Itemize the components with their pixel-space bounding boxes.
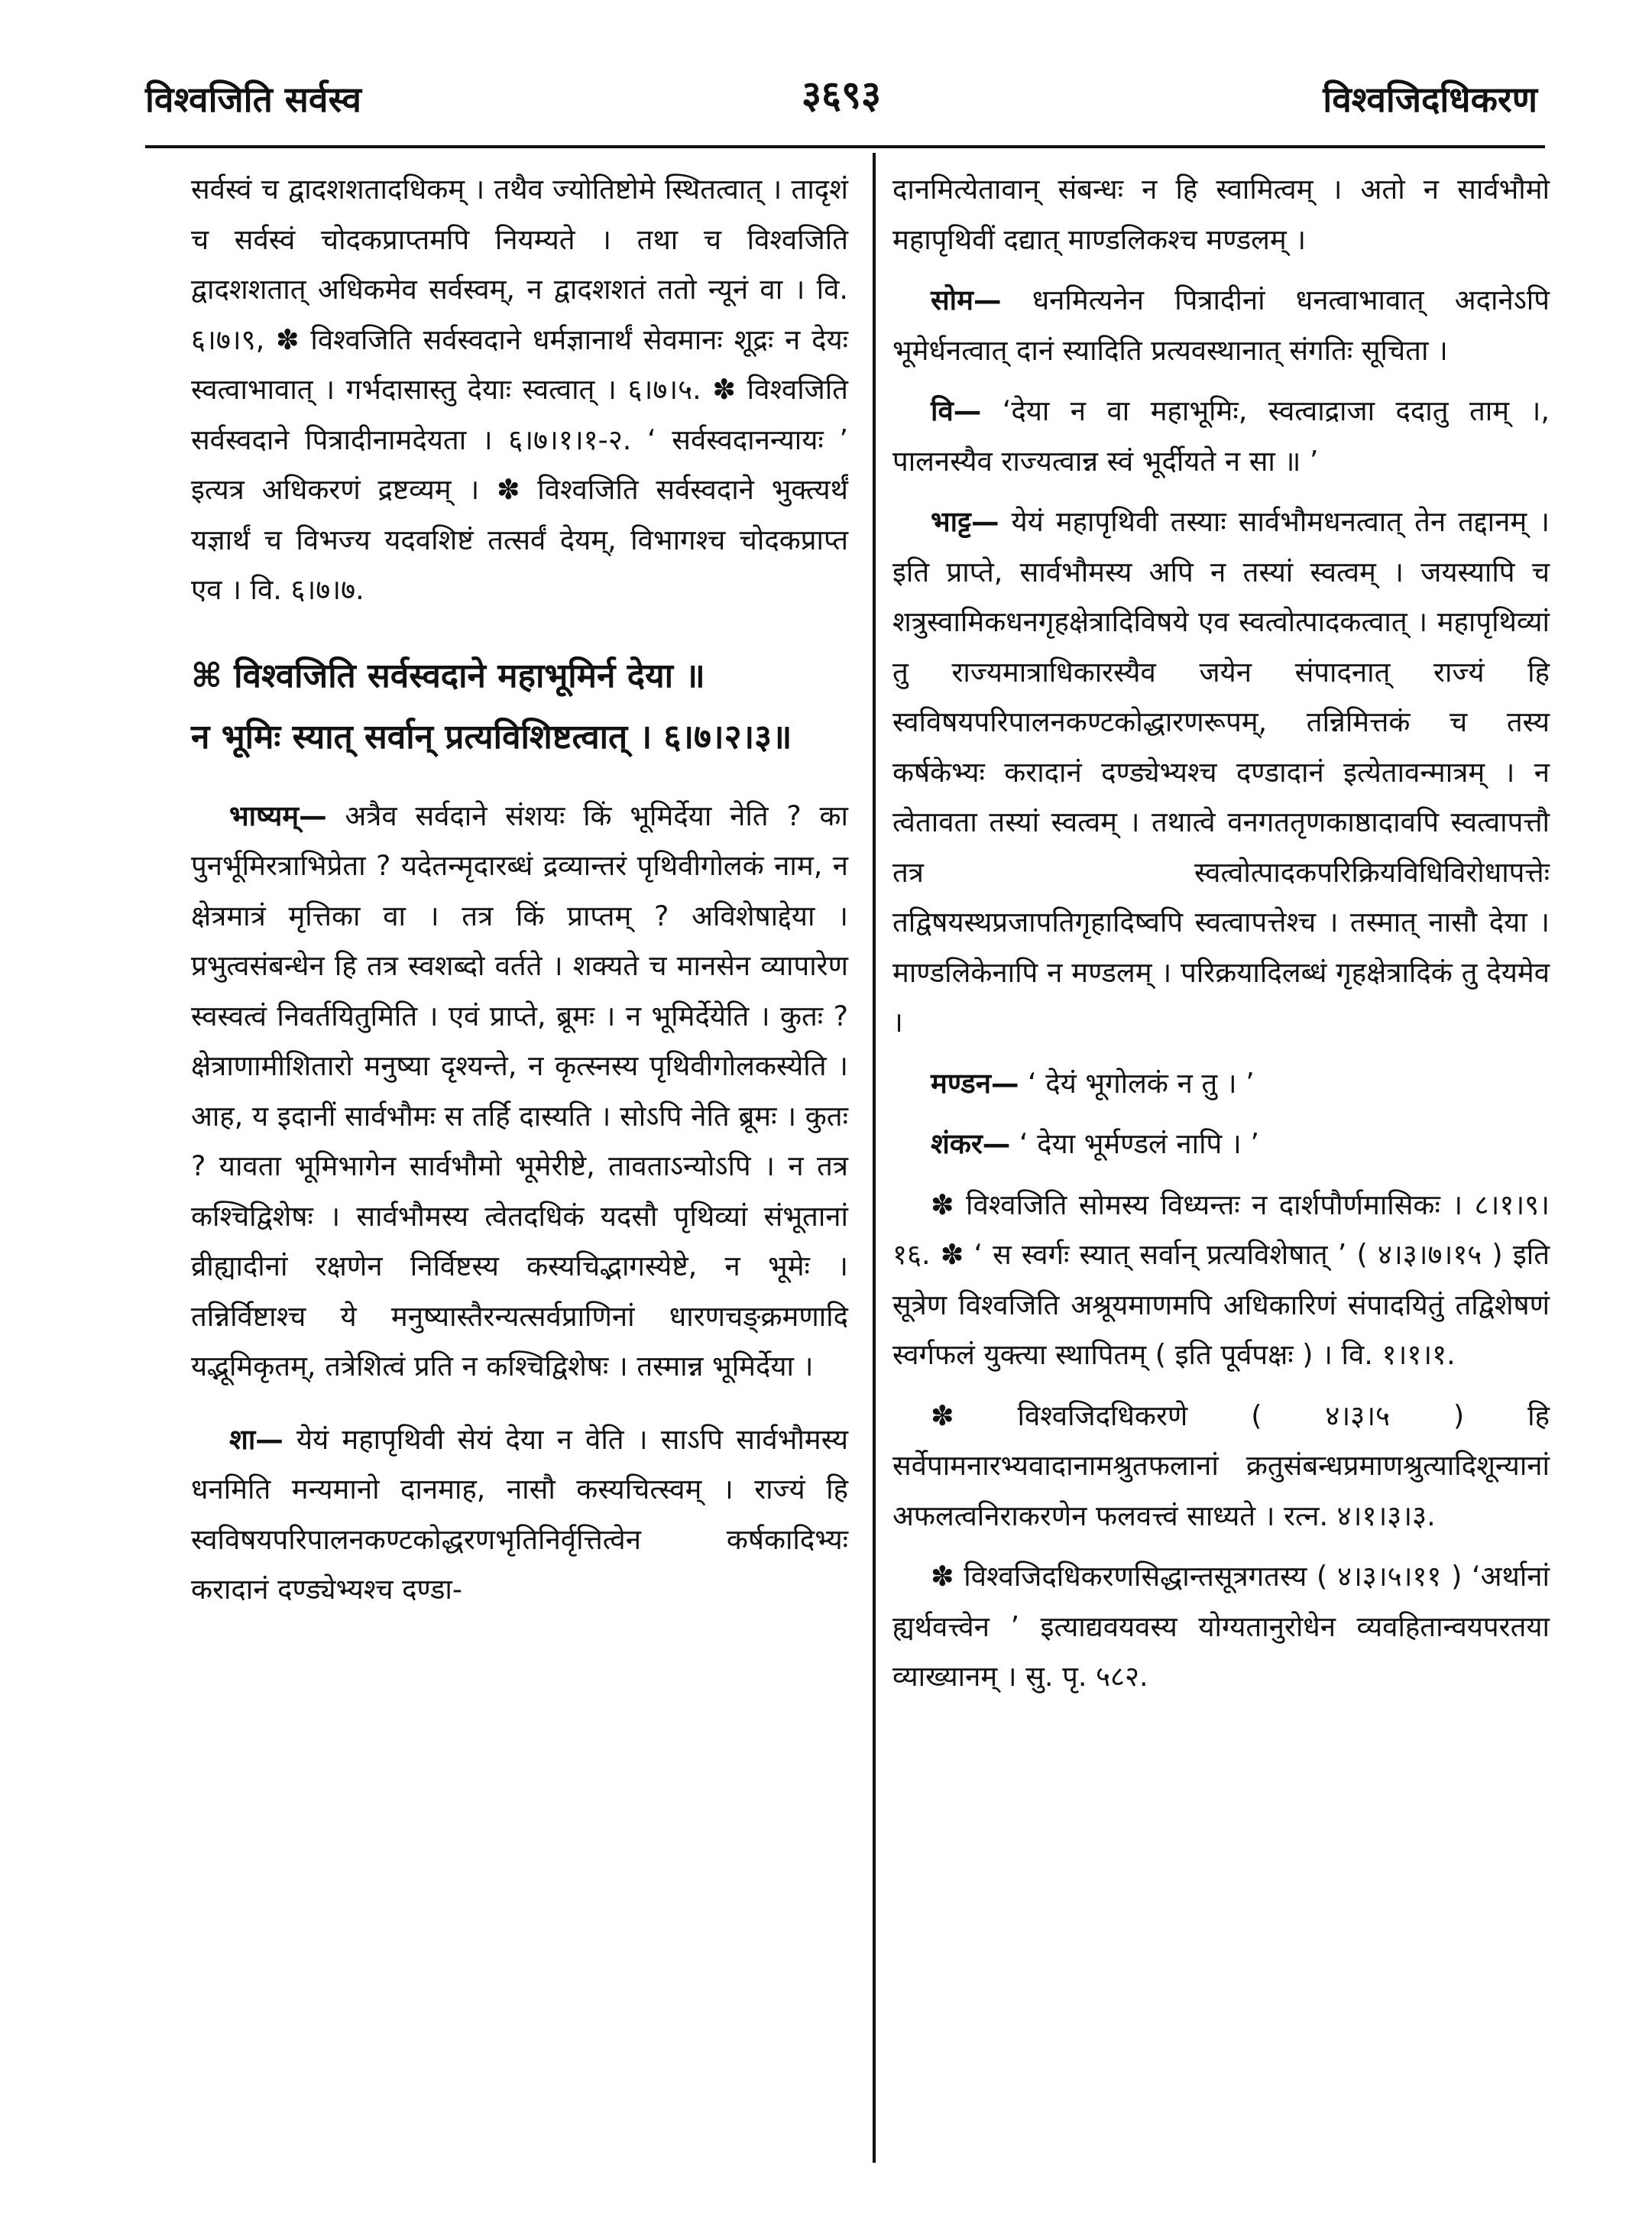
note-paragraph-2: ✽ विश्वजिदधिकरणे ( ४।३।५ ) हि सर्वेपामनारभ्यवादानामश्रुतफलानां क्रतुसंबन्धप्रमाणश्रुत्यादिशून्यानां अफलत्वनिराकरणेन फलवत्त्वं साध्यते । रत्न. ४।१।३।३. (892, 1399, 1550, 1532)
mandana-text: ‘ देयं भूगोलकं न तु । ’ (1019, 1066, 1255, 1100)
bhatta-paragraph (892, 497, 1550, 1048)
mandana-label: मण्डन— (931, 1066, 1019, 1100)
header-right-title: विश्वजिदधिकरण (1323, 79, 1537, 120)
note-paragraph-1: ✽ विश्वजिति सोमस्य विध्यन्तः न दार्शपौर्णमासिकः । ८।१।९।१६. ✽ ‘ स स्वर्गः स्यात् सर्वान् प्रत्यविशेषात् ’ ( ४।३।७।१५ ) इति सूत्रेण विश्वजिति अश्रूयमाणमपि अधिकारिणं संपादयितुं तद्विशेषणं स्वर्गफलं युक्त्या स्थापितम् ( इति पूर्वपक्षः ) । वि. १।१।१. (892, 1188, 1550, 1371)
mandana-paragraph (892, 1058, 1550, 1109)
bhashya-text: अत्रैव सर्वदाने संशयः किं भूमिर्देया नेति ? का पुनर्भूमिरत्राभिप्रेता ? यदेतन्मृदारब्धं द्रव्यान्तरं पृथिवीगोलकं नाम, न क्षेत्रमात्रं मृत्तिका वा । तत्र किं प्राप्तम् ? अविशेषाद्देया । प्रभुत्वसंबन्धेन हि तत्र स्वशब्दो वर्तते । शक्यते च मानसेन व्यापारेण स्वस्वत्वं निवर्तयितुमिति । एवं प्राप्ते, ब्रूमः । न भूमिर्देयेति । कुतः ? क्षेत्राणामीशितारो मनुष्या दृश्यन्ते, न कृत्स्नस्य पृथिवीगोलकस्येति । आह, य इदानीं सार्वभौमः स तर्हि दास्यति । सोऽपि नेति ब्रूमः । कुतः ? यावता भूमिभागेन सार्वभौमो भूमेरीष्टे, तावताऽन्योऽपि । न तत्र कश्चिद्विशेषः । सार्वभौमस्य त्वेतदधिकं यदसौ पृथिव्यां संभूतानां व्रीह्यादीनां रक्षणेन निर्विष्टस्य कस्यचिद्भागस्येष्टे, न भूमेः । तन्निर्विष्टाश्च ये मनुष्यास्तैरन्यत्सर्वप्राणिनां धारणचङ्क्रमणादि यद्भूमिकृतम्, तत्रेशित्वं प्रति न कश्चिद्विशेषः । तस्मान्न भूमिर्देया । (191, 799, 848, 1382)
soma-text: धनमित्यनेन पित्रादीनां धनत्वाभावात् अदानेऽपि भूमेर्धनत्वात् दानं स्यादिति प्रत्यवस्थानात् संगतिः सूचिता । (892, 284, 1550, 367)
sha-paragraph (191, 1415, 848, 1615)
sha-label: शा— (229, 1422, 283, 1456)
vi-paragraph (892, 386, 1550, 486)
header-rule (145, 145, 1545, 148)
right-column (892, 164, 1550, 1702)
bhatta-label: भाट्ट— (931, 505, 999, 538)
bhashya-label: भाष्यम्— (229, 799, 327, 832)
soma-label: सोम— (931, 284, 1002, 316)
header-left-title: विश्वजिति सर्वस्व (145, 79, 361, 120)
section-heading: ⌘ विश्वजिति सर्वस्वदाने महाभूमिर्न देया ॥ (191, 656, 705, 695)
shankara-label: शंकर— (931, 1127, 1011, 1160)
section-heading-block (191, 646, 848, 768)
shankara-paragraph (892, 1119, 1550, 1169)
vi-text: ‘देया न वा महाभूमिः, स्वत्वाद्राजा ददातु ताम् ।, पालनस्यैव राज्यत्वान्न स्वं भूर्दीयते न सा ॥ ’ (892, 394, 1550, 478)
note-paragraph-3: ✽ विश्वजिदधिकरणसिद्धान्तसूत्रगतस्य ( ४।३।५।११ ) ‘अर्थानां ह्यर्थवत्त्वेन ’ इत्याद्यवयवस्य योग्यतानुरोधेन व्यवहितान्वयपरतया व्याख्यानम् । सु. पृ. ५८२. (892, 1560, 1550, 1693)
bhashya-paragraph (191, 791, 848, 1392)
shankara-text: ‘ देया भूर्मण्डलं नापि । ’ (1010, 1127, 1259, 1160)
left-column (191, 164, 848, 1615)
page-number: ३६९३ (802, 73, 881, 117)
bhatta-text: येयं महापृथिवी तस्याः सार्वभौमधनत्वात् तेन तद्दानम् । इति प्राप्ते, सार्वभौमस्य अपि न तस्यां स्वत्वम् । जयस्यापि च शत्रुस्वामिकधनगृहक्षेत्रादिविषये एव स्वत्वोत्पादकत्वात् । महापृथिव्यां तु राज्यमात्राधिकारस्यैव जयेन संपादनात् राज्यं हि स्वविषयपरिपालनकण्टकोद्धारणरूपम्, तन्निमित्तकं च तस्य कर्षकेभ्यः करादानं दण्ड्येभ्यश्च दण्डादानं इत्येतावन्मात्रम् । न त्वेतावता तस्यां स्वत्वम् । तथात्वे वनगततृणकाष्ठादावपि स्वत्वापत्तौ तत्र स्वत्वोत्पादकपरिक्रियविधिविरोधापत्तेः तद्विषयस्थप्रजापतिगृहादिष्वपि स्वत्वापत्तेश्च । तस्मात् नासौ देया । माण्डलिकेनापि न मण्डलम् । परिक्रयादिलब्धं गृहक्षेत्रादिकं तु देयमेव । (892, 505, 1550, 1039)
sha-text: येयं महापृथिवी सेयं देया न वेति । साऽपि सार्वभौमस्य धनमिति मन्यमानो दानमाह, नासौ कस्यचित्स्वम् । राज्यं हि स्वविषयपरिपालनकण्टकोद्धरणभृतिनिर्वृत्तित्वेन कर्षकादिभ्यः करादानं दण्ड्येभ्यश्च दण्डा- (191, 1422, 848, 1606)
sutra-text: न भूमिः स्यात् सर्वान् प्रत्यविशिष्टत्वात् । ६।७।२।३॥ (191, 717, 792, 757)
vi-label: वि— (931, 394, 982, 427)
running-header (145, 67, 1537, 136)
continuation-paragraph: दानमित्येतावान् संबन्धः न हि स्वामित्वम् । अतो न सार्वभौमो महापृथिवीं दद्यात् माण्डलिकश्च मण्डलम् । (892, 173, 1550, 256)
column-divider (873, 153, 876, 2163)
intro-paragraph: सर्वस्वं च द्वादशशतादधिकम् । तथैव ज्योतिष्टोमे स्थितत्वात् । तादृशं च सर्वस्वं चोदकप्राप्तमपि नियम्यते । तथा च विश्वजिति द्वादशशतात् अधिकमेव सर्वस्वम्, न द्वादशशतं ततो न्यूनं वा । वि. ६।७।९, ✽ विश्वजिति सर्वस्वदाने धर्मज्ञानार्थं सेवमानः शूद्रः न देयः स्वत्वाभावात् । गर्भदासास्तु देयाः स्वत्वात् । ६।७।५. ✽ विश्वजिति सर्वस्वदाने पित्रादीनामदेयता । ६।७।१।१-२. ‘ सर्वस्वदानन्यायः ’ इत्यत्र अधिकरणं द्रष्टव्यम् । ✽ विश्वजिति सर्वस्वदाने भुक्त्यर्थं यज्ञार्थं च विभज्य यदवशिष्टं तत्सर्वं देयम्, विभागश्च चोदकप्राप्त एव । वि. ६।७।७. (191, 173, 848, 606)
soma-paragraph (892, 275, 1550, 375)
